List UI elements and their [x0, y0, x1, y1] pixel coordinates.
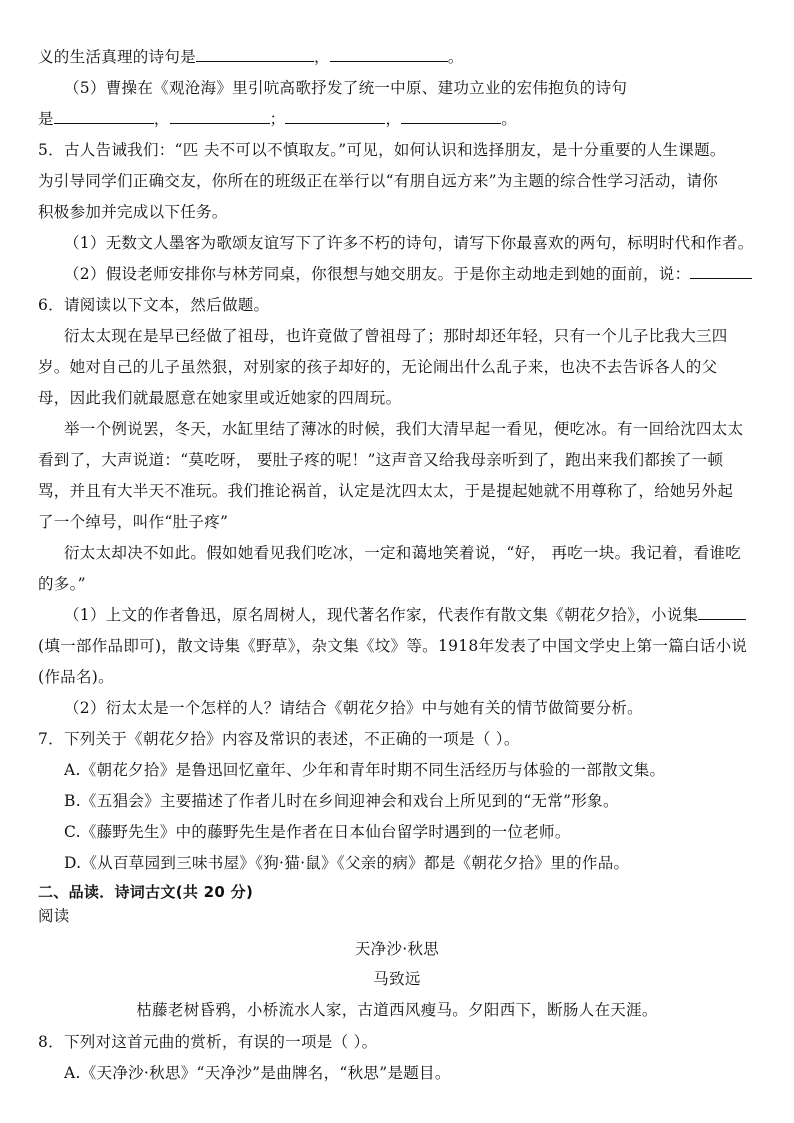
question-6-1-text: (填一部作品即可)，散文诗集《野草》，杂文集《坟》等。1918年发表了中国文学史上第一篇白话小说: [38, 637, 748, 655]
question-6-2: （2）衍太太是一个怎样的人？请结合《朝花夕拾》中与她有关的情节做简要分析。: [64, 699, 643, 717]
question-5: 5．古人告诫我们：“匹 夫不可以不慎取友。”可见，如何认识和选择朋友，是十分重要的人生课题。: [38, 141, 726, 159]
question-5-1: （1）无数文人墨客为歌颂友谊写下了许多不朽的诗句，请写下你最喜欢的两句，标明时代和作者。: [64, 234, 754, 252]
answer-blank[interactable]: [698, 605, 746, 620]
question-5-text: 为引导同学们正确交友，你所在的班级正在举行以“有朋自远方来”为主题的综合性学习活动，请你: [38, 172, 719, 190]
poem-title: 天净沙·秋思: [354, 940, 440, 958]
question-7: 7．下列关于《朝花夕拾》内容及常识的表述，不正确的一项是（ ）。: [38, 730, 520, 748]
answer-blank[interactable]: [690, 264, 752, 279]
question-4-5: （5）曹操在《观沧海》里引吭高歌抒发了统一中原、建功立业的宏伟抱负的诗句: [64, 79, 628, 97]
passage-text: 的多。”: [38, 575, 86, 593]
passage-text: 看到了，大声说道：“莫吃呀， 要肚子疼的呢！”这声音又给我母亲听到了，跑出来我们都挨了一顿: [38, 451, 724, 469]
passage-paragraph: 举一个例说罢，冬天，水缸里结了薄冰的时候，我们大清早起一看见，便吃冰。有一回给沈四太太: [64, 420, 744, 438]
question-6: 6．请阅读以下文本，然后做题。: [38, 296, 270, 314]
passage-paragraph: 衍太太现在是早已经做了祖母，也许竟做了曾祖母了；那时却还年轻，只有一个儿子比我大三四: [64, 327, 728, 345]
passage-text: 母，因此我们就最愿意在她家里或近她家的四周玩。: [38, 389, 402, 407]
question-5-2: （2）假设老师安排你与林芳同桌，你很想与她交朋友。于是你主动地走到她的面前，说：: [64, 263, 784, 285]
answer-blank[interactable]: [285, 109, 385, 124]
answer-blank[interactable]: [54, 109, 154, 124]
question-5-text: 积极参加并完成以下任务。: [38, 203, 228, 221]
question-6-1: （1）上文的作者鲁迅，原名周树人，现代著名作家，代表作有散文集《朝花夕拾》，小说集: [64, 604, 784, 626]
answer-blank[interactable]: [330, 47, 448, 62]
answer-blank[interactable]: [401, 109, 501, 124]
option-c[interactable]: C.《藤野先生》中的藤野先生是作者在日本仙台留学时遇到的一位老师。: [64, 823, 571, 841]
question-8: 8．下列对这首元曲的赏析，有误的一项是（ ）。: [38, 1033, 378, 1051]
option-a[interactable]: A.《朝花夕拾》是鲁迅回忆童年、少年和青年时期不同生活经历与体验的一部散文集。: [64, 761, 666, 779]
poem-body: 枯藤老树昏鸦，小桥流水人家，古道西风瘦马。夕阳西下，断肠人在天涯。: [136, 1001, 658, 1019]
option-b[interactable]: B.《五猖会》主要描述了作者儿时在乡间迎神会和戏台上所见到的“无常”形象。: [64, 792, 619, 810]
passage-text: 岁。她对自己的儿子虽然狠，对别家的孩子却好的，无论闹出什么乱子来，也决不去告诉各人的父: [38, 358, 718, 376]
read-label: 阅读: [38, 907, 70, 925]
line-answer-blanks: 是 ， ； ， 。: [38, 110, 518, 128]
passage-paragraph: 衍太太却决不如此。假如她看见我们吃冰，一定和蔼地笑着说，“好， 再吃一块。我记着，看谁吃: [64, 544, 742, 562]
answer-blank[interactable]: [170, 109, 270, 124]
option-d[interactable]: D.《从百草园到三味书屋》《狗·猫·鼠》《父亲的病》都是《朝花夕拾》里的作品。: [64, 854, 630, 872]
answer-blank[interactable]: [196, 47, 314, 62]
section-heading: 二、品读．诗词古文(共 20 分): [38, 883, 254, 901]
passage-text: 骂，并且有大半天不准玩。我们推论祸首，认定是沈四太太，于是提起她就不用尊称了，给她另外起: [38, 482, 734, 500]
passage-text: 了一个绰号，叫作“肚子疼”: [38, 513, 229, 531]
question-6-1-text: (作品名)。: [38, 668, 114, 686]
line-poem-answer-blanks: 义的生活真理的诗句是 ， 。: [38, 48, 464, 66]
poem-author: 马致远: [373, 970, 421, 988]
option-a[interactable]: A.《天净沙·秋思》“天净沙”是曲牌名，“秋思”是题目。: [64, 1064, 451, 1082]
